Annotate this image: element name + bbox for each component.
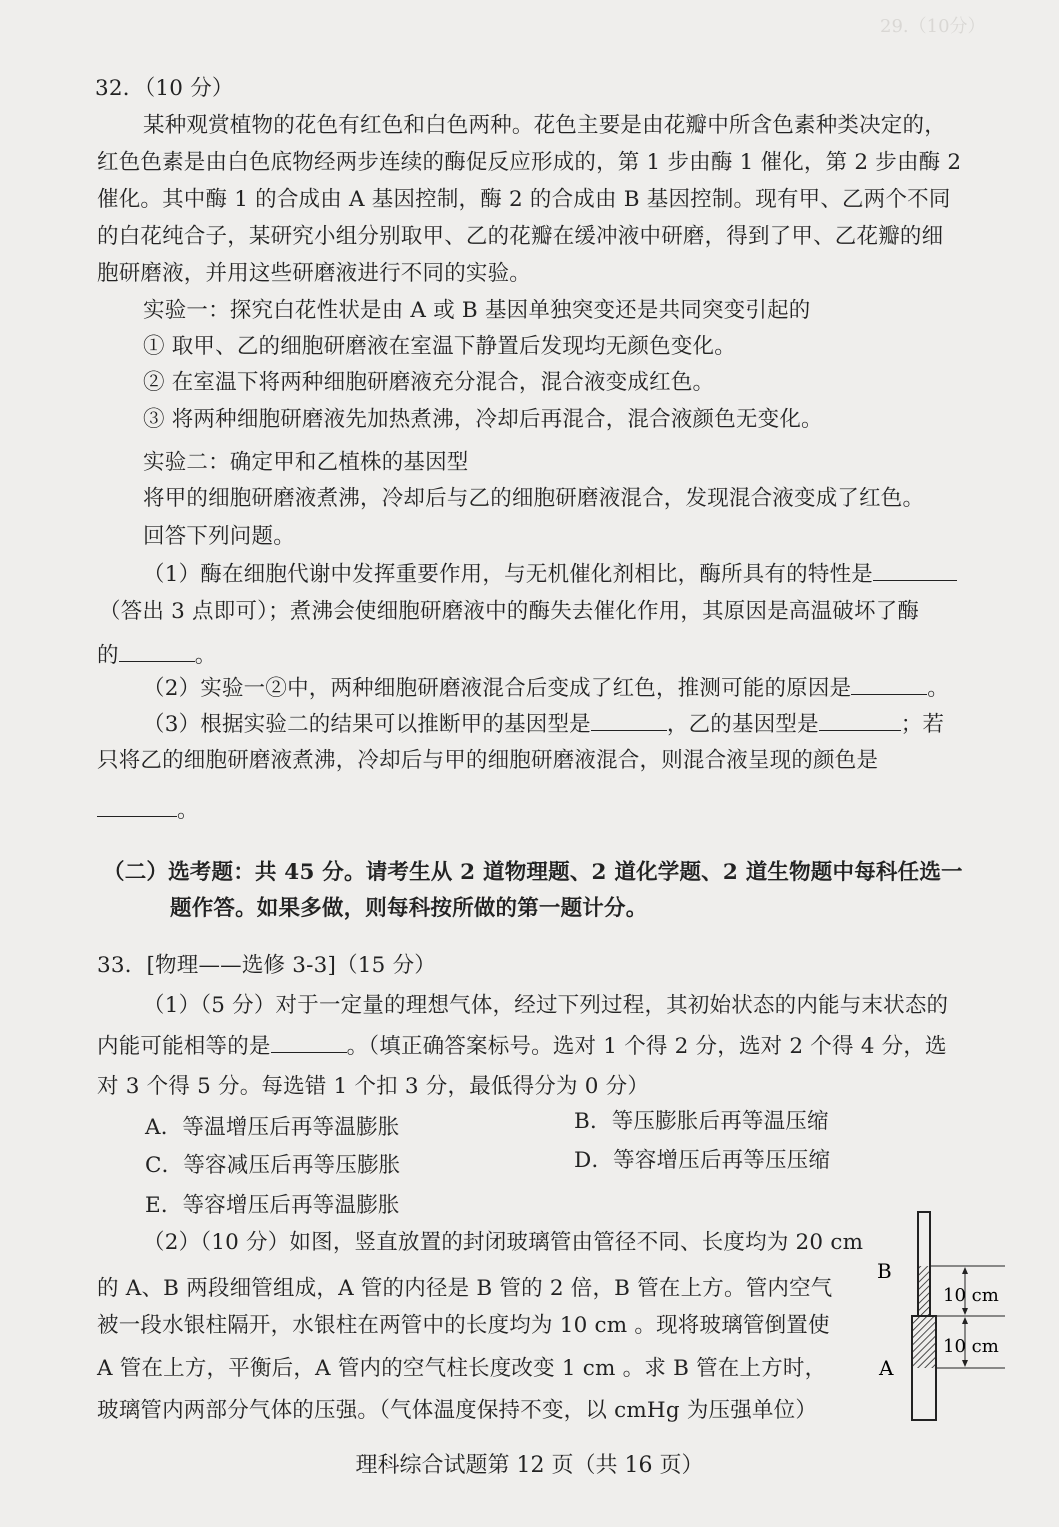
mercury-column-a (913, 1316, 935, 1368)
bleed-through-text: 29.（10分） (880, 16, 986, 37)
punctuation: 。 (927, 676, 949, 701)
q32-part1-text: 的 (97, 643, 119, 668)
q33-part1-line: 对 3 个得 5 分。每选错 1 个扣 3 分，最低得分为 0 分） (97, 1074, 650, 1099)
option-E[interactable]: E．等容增压后再等温膨胀 (145, 1193, 400, 1218)
q33-part1-text: 。（填正确答案标号。选对 1 个得 2 分，选对 2 个得 4 分，选 (346, 1034, 947, 1059)
q32-part1-line (97, 643, 216, 667)
q33-part2-line: 的 A、B 两段细管组成，A 管的内径是 B 管的 2 倍，B 管在上方。管内空气 (97, 1276, 833, 1301)
option-B[interactable]: B．等压膨胀后再等温压缩 (574, 1109, 829, 1134)
q33-part1-line (97, 1034, 947, 1058)
section2-heading-line: 题作答。如果多做，则每科按所做的第一题计分。 (170, 896, 648, 921)
q33-heading: 33．[物理——选修 3-3]（15 分） (97, 953, 436, 978)
dimension-top: 10 cm (943, 1285, 999, 1306)
experiment1-title: 实验一：探究白花性状是由 A 或 B 基因单独突变还是共同突变引起的 (143, 298, 811, 323)
q32-part3-text: （3）根据实验二的结果可以推断甲的基因型是 (143, 712, 591, 737)
q32-part3-line (143, 712, 944, 736)
page-footer: 理科综合试题第 12 页（共 16 页） (355, 1453, 704, 1478)
q33-part1-line: （1）（5 分）对于一定量的理想气体，经过下列过程，其初始状态的内能与末状态的 (143, 993, 949, 1018)
experiment1-step: ② 在室温下将两种细胞研磨液充分混合，混合液变成红色。 (143, 370, 715, 395)
punctuation: 。 (194, 643, 217, 668)
q32-para-line: 的白花纯合子，某研究小组分别取甲、乙的花瓣在缓冲液中研磨，得到了甲、乙花瓣的细 (97, 224, 944, 249)
option-A[interactable]: A．等温增压后再等温膨胀 (145, 1115, 400, 1140)
experiment2-title: 实验二：确定甲和乙植株的基因型 (143, 450, 469, 475)
q32-part1-line: （答出 3 点即可）；煮沸会使细胞研磨液中的酶失去催化作用，其原因是高温破坏了酶 (99, 599, 920, 624)
option-D[interactable]: D．等容增压后再等压压缩 (574, 1148, 831, 1173)
q33-part2-line: 玻璃管内两部分气体的压强。（气体温度保持不变，以 cmHg 为压强单位） (97, 1398, 818, 1423)
answer-prompt: 回答下列问题。 (143, 524, 295, 549)
mercury-column-b (919, 1266, 929, 1316)
q32-part3-line: 只将乙的细胞研磨液煮沸，冷却后与甲的细胞研磨液混合，则混合液呈现的颜色是 (97, 748, 879, 773)
q32-heading: 32．（10 分） (95, 76, 234, 101)
experiment2-text: 将甲的细胞研磨液煮沸，冷却后与乙的细胞研磨液混合，发现混合液变成了红色。 (143, 486, 925, 511)
experiment1-step: ③ 将两种细胞研磨液先加热煮沸，冷却后再混合，混合液颜色无变化。 (143, 407, 823, 432)
q32-para-line: 红色色素是由白色底物经两步连续的酶促反应形成的，第 1 步由酶 1 催化，第 2 步由酶 2 (97, 150, 962, 175)
q32-para-line: 催化。其中酶 1 的合成由 A 基因控制，酶 2 的合成由 B 基因控制。现有甲、乙两个不同 (97, 187, 951, 212)
answer-blank[interactable] (873, 562, 957, 581)
answer-blank[interactable] (119, 643, 195, 662)
q32-part3-text: ，乙的基因型是 (666, 712, 819, 737)
label-b: B (877, 1259, 892, 1283)
answer-blank[interactable] (591, 712, 667, 731)
answer-blank[interactable] (851, 676, 927, 695)
q33-part2-line: 被一段水银柱隔开，水银柱在两管中的长度均为 10 cm 。现将玻璃管倒置使 (97, 1313, 830, 1338)
label-a: A (879, 1356, 894, 1380)
answer-blank[interactable] (97, 798, 177, 817)
q32-part3-text: ；若 (900, 712, 945, 737)
punctuation: 。 (177, 798, 199, 823)
q33-part1-text: 内能可能相等的是 (97, 1034, 271, 1059)
q32-part3-line (97, 798, 199, 822)
q32-part2-line (143, 676, 949, 700)
answer-blank[interactable] (271, 1034, 347, 1053)
q33-part2-line: （2）（10 分）如图，竖直放置的封闭玻璃管由管径不同、长度均为 20 cm (143, 1230, 864, 1255)
section2-heading-line: （二）选考题：共 45 分。请考生从 2 道物理题、2 道化学题、2 道生物题中每科任选一 (103, 860, 963, 885)
dimension-bottom: 10 cm (943, 1336, 999, 1357)
glass-tube-figure (865, 1208, 1015, 1438)
q32-para-line: 某种观赏植物的花色有红色和白色两种。花色主要是由花瓣中所含色素种类决定的， (143, 113, 946, 138)
q32-para-line: 胞研磨液，并用这些研磨液进行不同的实验。 (97, 261, 532, 286)
experiment1-step: ① 取甲、乙的细胞研磨液在室温下静置后发现均无颜色变化。 (143, 334, 736, 359)
q32-part2-text: （2）实验一②中，两种细胞研磨液混合后变成了红色，推测可能的原因是 (143, 676, 852, 701)
q32-part1-line (143, 562, 957, 586)
option-C[interactable]: C．等容减压后再等压膨胀 (145, 1153, 401, 1178)
q33-part2-line: A 管在上方，平衡后，A 管内的空气柱长度改变 1 cm 。求 B 管在上方时， (97, 1356, 827, 1381)
answer-blank[interactable] (819, 712, 901, 731)
q32-part1-text: （1）酶在细胞代谢中发挥重要作用，与无机催化剂相比，酶所具有的特性是 (143, 562, 873, 587)
